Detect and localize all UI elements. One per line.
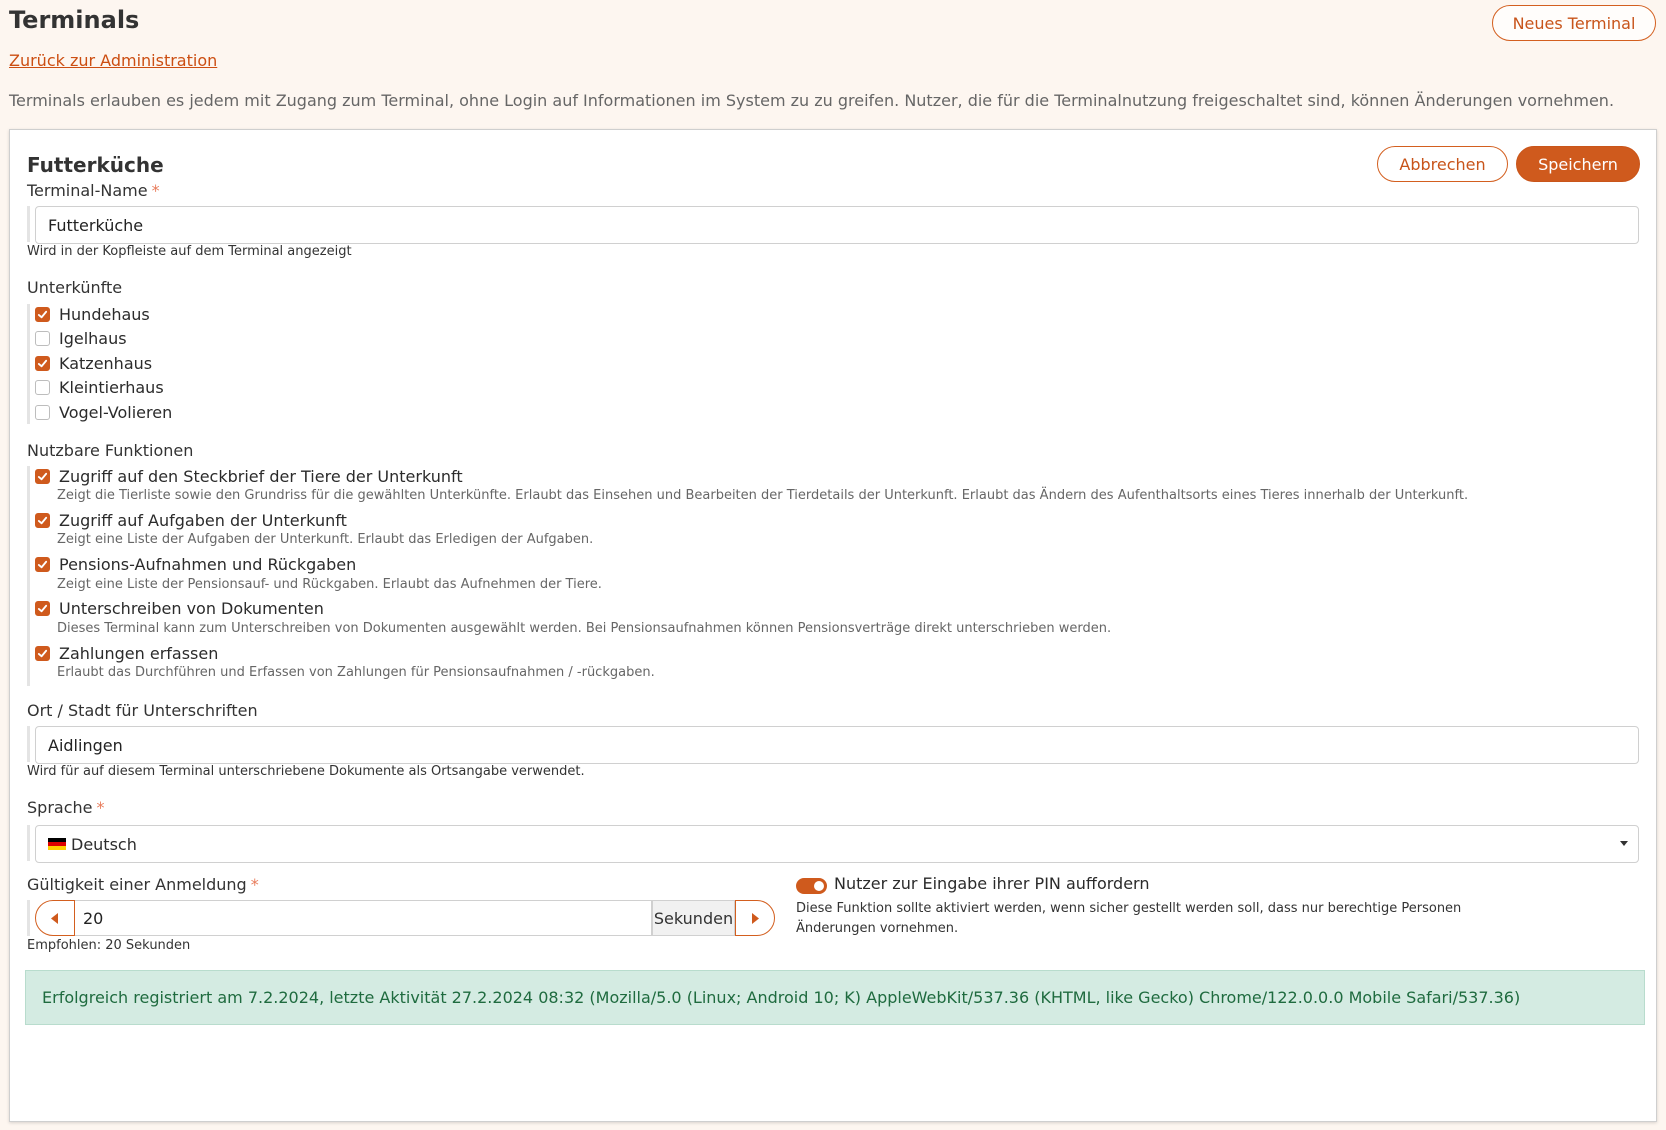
- accommodation-kleintierhaus-checkbox-row[interactable]: [35, 377, 164, 399]
- function-2-checkbox-row[interactable]: [35, 554, 356, 576]
- accommodation-igelhaus-checkbox-row[interactable]: [35, 328, 127, 350]
- validity-unit: Sekunden: [652, 900, 735, 936]
- checkbox[interactable]: [35, 331, 50, 346]
- checkbox-label: Vogel-Volieren: [59, 402, 173, 422]
- terminal-form-card: [9, 129, 1657, 1122]
- accommodation-vogel-volieren-checkbox-row[interactable]: [35, 401, 172, 423]
- function-description: Zeigt eine Liste der Aufgaben der Unterkunft. Erlaubt das Erledigen der Aufgaben.: [57, 532, 594, 548]
- toggle-knob: [814, 881, 824, 891]
- function-1-checkbox-row[interactable]: [35, 509, 347, 531]
- function-3-checkbox-row[interactable]: [35, 598, 324, 620]
- accommodation-katzenhaus-checkbox-row[interactable]: [35, 352, 152, 374]
- required-marker: *: [151, 181, 160, 200]
- pin-toggle[interactable]: [796, 878, 827, 894]
- field-accent-bar: [27, 206, 30, 242]
- checkbox-label: Zahlungen erfassen: [59, 643, 219, 663]
- checkbox-label: Zugriff auf den Steckbrief der Tiere der Unterkunft: [59, 466, 463, 486]
- checkbox[interactable]: [35, 557, 50, 572]
- field-accent-bar: [27, 825, 30, 861]
- checkmark-icon: [37, 515, 48, 526]
- intro-text: Terminals erlauben es jedem mit Zugang zum Terminal, ohne Login auf Informationen im System zu zu greifen. Nutzer, die für die Terminalnutzung freigeschaltet sind, können Änderungen vornehmen.: [9, 91, 1615, 110]
- registration-status: Erfolgreich registriert am 7.2.2024, letzte Aktivität 27.2.2024 08:32 (Mozilla/5.0 (Linux; Android 10; K) AppleWebKit/537.36 (KHTML, like Gecko) Chrome/122.0.0.0 Mobile Safari/537.36): [25, 970, 1645, 1025]
- field-accent-bar: [27, 304, 30, 424]
- german-flag-icon: [48, 838, 66, 850]
- save-button[interactable]: Speichern: [1516, 146, 1640, 182]
- language-value: Deutsch: [71, 834, 137, 854]
- city-label: Ort / Stadt für Unterschriften: [27, 701, 258, 720]
- checkmark-icon: [37, 603, 48, 614]
- checkbox[interactable]: [35, 380, 50, 395]
- checkmark-icon: [37, 471, 48, 482]
- checkbox-label: Igelhaus: [59, 329, 127, 348]
- function-4-checkbox-row[interactable]: [35, 642, 218, 664]
- function-description: Zeigt die Tierliste sowie den Grundriss für die gewählten Unterkünfte. Erlaubt das Einsehen und Bearbeiten der Tierdetails der Unterkunft. Erlaubt das Ändern des Aufenthaltsorts eines Tieres innerhalb der Unterkunft.: [57, 488, 1469, 503]
- triangle-left-icon: [51, 913, 59, 924]
- required-marker: *: [96, 798, 105, 817]
- pin-toggle-description: Diese Funktion sollte aktiviert werden, wenn sicher gestellt werden soll, dass nur berechtige Personen Änderungen vornehmen.: [796, 901, 1462, 936]
- page-title: Terminals: [9, 6, 140, 34]
- function-0-checkbox-row[interactable]: [35, 465, 463, 487]
- checkbox-label: Zugriff auf Aufgaben der Unterkunft: [59, 510, 347, 530]
- checkbox[interactable]: [35, 307, 50, 322]
- back-to-admin-link[interactable]: Zurück zur Administration: [9, 51, 218, 70]
- field-accent-bar: [27, 726, 30, 762]
- validity-input[interactable]: [75, 900, 652, 936]
- checkbox-label: Unterschreiben von Dokumenten: [59, 599, 324, 619]
- triangle-right-icon: [751, 913, 759, 924]
- cancel-button[interactable]: Abbrechen: [1377, 146, 1508, 182]
- functions-label: Nutzbare Funktionen: [27, 441, 194, 460]
- language-select[interactable]: [35, 825, 1639, 863]
- checkmark-icon: [37, 559, 48, 570]
- checkmark-icon: [37, 648, 48, 659]
- city-input[interactable]: [35, 726, 1639, 764]
- field-accent-bar: [27, 900, 30, 936]
- validity-label-text: Gültigkeit einer Anmeldung: [27, 875, 247, 894]
- checkbox[interactable]: [35, 405, 50, 420]
- checkbox-label: Katzenhaus: [59, 353, 153, 373]
- accommodation-hundehaus-checkbox-row[interactable]: [35, 303, 150, 325]
- checkmark-icon: [37, 358, 48, 369]
- required-marker: *: [250, 875, 259, 894]
- field-accent-bar: [27, 466, 30, 686]
- function-description: Erlaubt das Durchführen und Erfassen von Zahlungen für Pensionsaufnahmen / -rückgaben.: [57, 665, 655, 681]
- terminal-name-hint: Wird in der Kopfleiste auf dem Terminal angezeigt: [27, 244, 352, 259]
- new-terminal-button[interactable]: Neues Terminal: [1492, 5, 1656, 41]
- language-label: [27, 798, 104, 817]
- pin-toggle-label: Nutzer zur Eingabe ihrer PIN auffordern: [834, 874, 1150, 893]
- checkbox[interactable]: [35, 601, 50, 616]
- checkbox-label: Hundehaus: [59, 304, 150, 324]
- validity-label: [27, 875, 259, 894]
- language-label-text: Sprache: [27, 798, 93, 817]
- validity-hint: Empfohlen: 20 Sekunden: [27, 938, 191, 953]
- terminal-name-label-text: Terminal-Name: [27, 181, 148, 200]
- increment-button[interactable]: [735, 900, 775, 936]
- checkmark-icon: [37, 309, 48, 320]
- checkbox[interactable]: [35, 513, 50, 528]
- decrement-button[interactable]: [35, 900, 75, 936]
- checkbox[interactable]: [35, 469, 50, 484]
- city-hint: Wird für auf diesem Terminal unterschriebene Dokumente als Ortsangabe verwendet.: [27, 764, 585, 779]
- checkbox-label: Kleintierhaus: [59, 378, 164, 397]
- function-description: Zeigt eine Liste der Pensionsauf- und Rückgaben. Erlaubt das Aufnehmen der Tiere.: [57, 576, 602, 592]
- accommodations-label: Unterkünfte: [27, 278, 123, 297]
- terminal-name-input[interactable]: [35, 206, 1639, 244]
- function-description: Dieses Terminal kann zum Unterschreiben von Dokumenten ausgewählt werden. Bei Pensionsaufnahmen können Pensionsverträge direkt unterschrieben werden.: [57, 620, 1112, 636]
- chevron-down-icon: [1620, 841, 1628, 846]
- validity-stepper: [35, 900, 775, 936]
- form-title: Futterküche: [27, 153, 164, 177]
- checkbox[interactable]: [35, 356, 50, 371]
- checkbox-label: Pensions-Aufnahmen und Rückgaben: [59, 555, 357, 575]
- checkbox[interactable]: [35, 646, 50, 661]
- terminal-name-label: [27, 181, 160, 200]
